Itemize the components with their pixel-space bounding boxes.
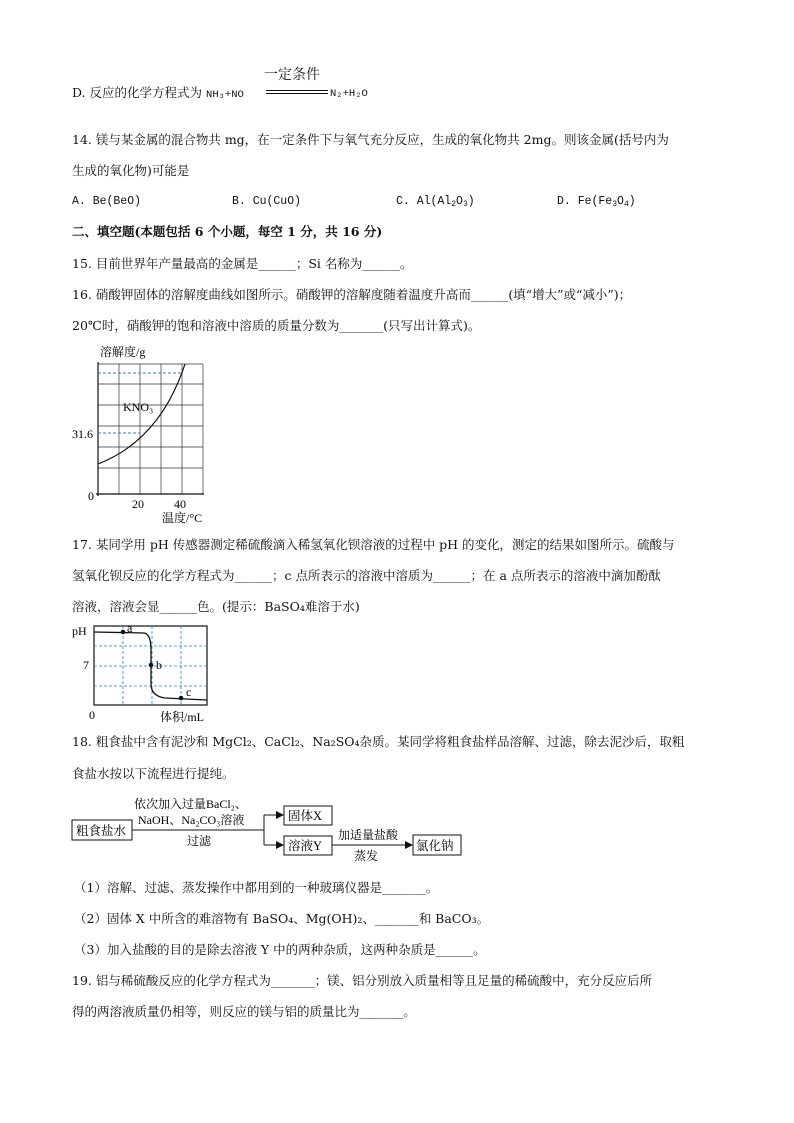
q13-products: N₂+H₂O — [330, 88, 368, 100]
q13-condition: 一定条件 — [264, 67, 320, 83]
q14-option-a: A. Be(BeO) — [72, 195, 142, 208]
q17-chart-ylabel: pH — [72, 624, 87, 638]
q14-option-d: D. $Fe(Fe_3O_4)$ — [557, 195, 636, 209]
q13-equals-sign — [266, 90, 328, 94]
q18-product-label: 氯化钠 — [416, 839, 454, 853]
q17-chart-ytick: 7 — [83, 658, 89, 672]
q17-chart-xlabel: 体积/mL — [160, 710, 204, 724]
q16-chart-ytick: 31.6 — [72, 427, 93, 441]
q17-point-c-marker — [179, 696, 184, 701]
q17-chart-origin: 0 — [89, 708, 95, 722]
q17-line3: 溶液，溶液会显______色。(提示：BaSO₄难溶于水) — [72, 599, 360, 614]
q18-solid-label: 固体X — [288, 809, 323, 823]
q17-point-b-marker — [149, 663, 154, 668]
q16-kno3-curve — [98, 364, 185, 464]
q18-line2: 食盐水按以下流程进行提纯。 — [72, 766, 235, 781]
q18-sub2: （2）固体 X 中所含的难溶物有 BaSO₄、Mg(OH)₂、_______和 BaCO₃。 — [74, 911, 490, 926]
q17-label-a: a — [127, 621, 133, 635]
q18-reagent3: 加适量盐酸 — [338, 828, 399, 842]
q18-sub1: （1）溶解、过滤、蒸发操作中都用到的一种玻璃仪器是_______。 — [74, 880, 439, 895]
q18-line1: 18. 粗食盐中含有泥沙和 MgCl₂、CaCl₂、Na₂SO₄杂质。某同学将粗食盐样品溶解、过滤，除去泥沙后，取粗 — [72, 734, 685, 749]
q18-start-label: 粗食盐水 — [76, 824, 127, 838]
q16-line1: 16. 硝酸钾固体的溶解度曲线如图所示。硝酸钾的溶解度随着温度升高而______(填“增大”或“减小”)； — [72, 287, 632, 302]
q14-line2: 生成的氧化物)可能是 — [72, 163, 190, 178]
q17-label-b: b — [156, 658, 162, 672]
q16-solubility-chart — [70, 340, 220, 525]
q16-chart-grid — [98, 364, 203, 494]
q16-chart-ylabel: 溶解度/g — [100, 345, 146, 359]
q18-reagent1: 依次加入过量BaCl₂、 — [134, 797, 247, 811]
q19-line1: 19. 铝与稀硫酸反应的化学方程式为_______；镁、铝分别放入质量相等且足量的稀硫酸中，充分反应后所 — [72, 973, 653, 988]
q13-reactants: NH₃+NO — [206, 89, 244, 101]
q14-line1: 14. 镁与某金属的混合物共 mg，在一定条件下与氧气充分反应，生成的氧化物共 2mg。则该金属(括号内为 — [72, 132, 669, 147]
q13-d-prefix: D. 反应的化学方程式为 — [72, 85, 203, 100]
q17-point-a-marker — [121, 630, 126, 635]
q15-text: 15. 目前世界年产量最高的金属是______；Si 名称为______。 — [72, 256, 413, 271]
q16-chart-curve-label: KNO₃ — [123, 400, 154, 414]
q18-sub3: （3）加入盐酸的目的是除去溶液 Y 中的两种杂质，这两种杂质是______。 — [74, 942, 486, 957]
q18-step1: 过滤 — [187, 834, 212, 848]
q18-step2: 蒸发 — [354, 849, 379, 863]
q14-option-b: B. Cu(CuO) — [232, 195, 302, 208]
q14-option-c: C. $Al(Al_2O_3)$ — [396, 195, 475, 209]
q16-chart-xlabel: 温度/°C — [162, 511, 203, 525]
q18-liquid-label: 溶液Y — [288, 839, 323, 853]
q17-line1: 17. 某同学用 pH 传感器测定稀硫酸滴入稀氢氧化钡溶液的过程中 pH 的变化，测定的结果如图所示。硫酸与 — [72, 537, 675, 552]
q18-flow-diagram — [70, 794, 470, 872]
q18-reagent2: NaOH、Na₂CO₃溶液 — [138, 813, 245, 827]
q16-chart-xtick-20: 20 — [132, 497, 144, 511]
q17-label-c: c — [186, 685, 192, 699]
q17-ph-chart — [70, 620, 220, 725]
q16-chart-xtick-40: 40 — [174, 497, 186, 511]
q13-option-d — [72, 84, 244, 104]
q17-line2: 氢氧化钡反应的化学方程式为______；c 点所表示的溶液中溶质为______；在 a 点所表示的溶液中滴加酚酞 — [72, 568, 661, 583]
q19-line2: 得的两溶液质量仍相等，则反应的镁与铝的质量比为_______。 — [72, 1004, 416, 1019]
q16-line2: 20℃时，硝酸钾的饱和溶液中溶质的质量分数为_______(只写出计算式)。 — [72, 318, 481, 333]
section2-title: 二、填空题(本题包括 6 个小题，每空 1 分，共 16 分) — [72, 224, 383, 239]
q16-chart-origin: 0 — [88, 489, 94, 503]
